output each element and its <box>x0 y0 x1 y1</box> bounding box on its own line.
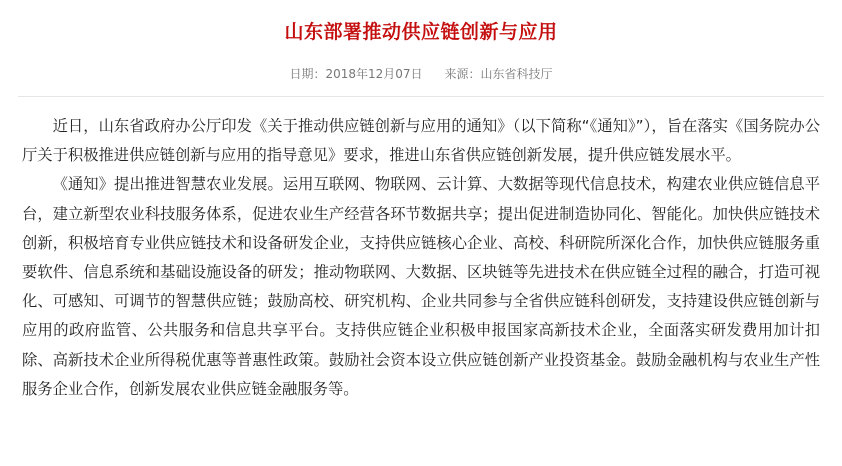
article-source: 来源：山东省科技厅 <box>444 67 553 81</box>
article-meta <box>0 65 842 83</box>
article-body <box>22 112 820 404</box>
divider <box>18 96 824 97</box>
paragraph: 《通知》提出推进智慧农业发展。运用互联网、物联网、云计算、大数据等现代信息技术，构建农业供应链信息平台，建立新型农业科技服务体系，促进农业生产经营各环节数据共享；提出促进制造协同化、智能化。加快供应链技术创新，积极培育专业供应链技术和设备研发企业，支持供应链核心企业、高校、科研院所深化合作，加快供应链服务重要软件、信息系统和基础设施设备的研发；推动物联网、大数据、区块链等先进技术在供应链全过程的融合，打造可视化、可感知、可调节的智慧供应链；鼓励高校、研究机构、企业共同参与全省供应链科创研发，支持建设供应链创新与应用的政府监管、公共服务和信息共享平台。支持供应链企业积极申报国家高新技术企业，全面落实研发费用加计扣除、高新技术企业所得税优惠等普惠性政策。鼓励社会资本设立供应链创新产业投资基金。鼓励金融机构与农业生产性服务企业合作，创新发展农业供应链金融服务等。 <box>22 175 820 398</box>
article-title: 山东部署推动供应链创新与应用 <box>284 21 558 43</box>
paragraph: 近日，山东省政府办公厅印发《关于推动供应链创新与应用的通知》（以下简称“《通知》”），旨在落实《国务院办公厅关于积极推进供应链创新与应用的指导意见》要求，推进山东省供应链创新发展，提升供应链发展水平。 <box>22 117 820 165</box>
publish-date: 日期：2018年12月07日 <box>289 67 423 81</box>
